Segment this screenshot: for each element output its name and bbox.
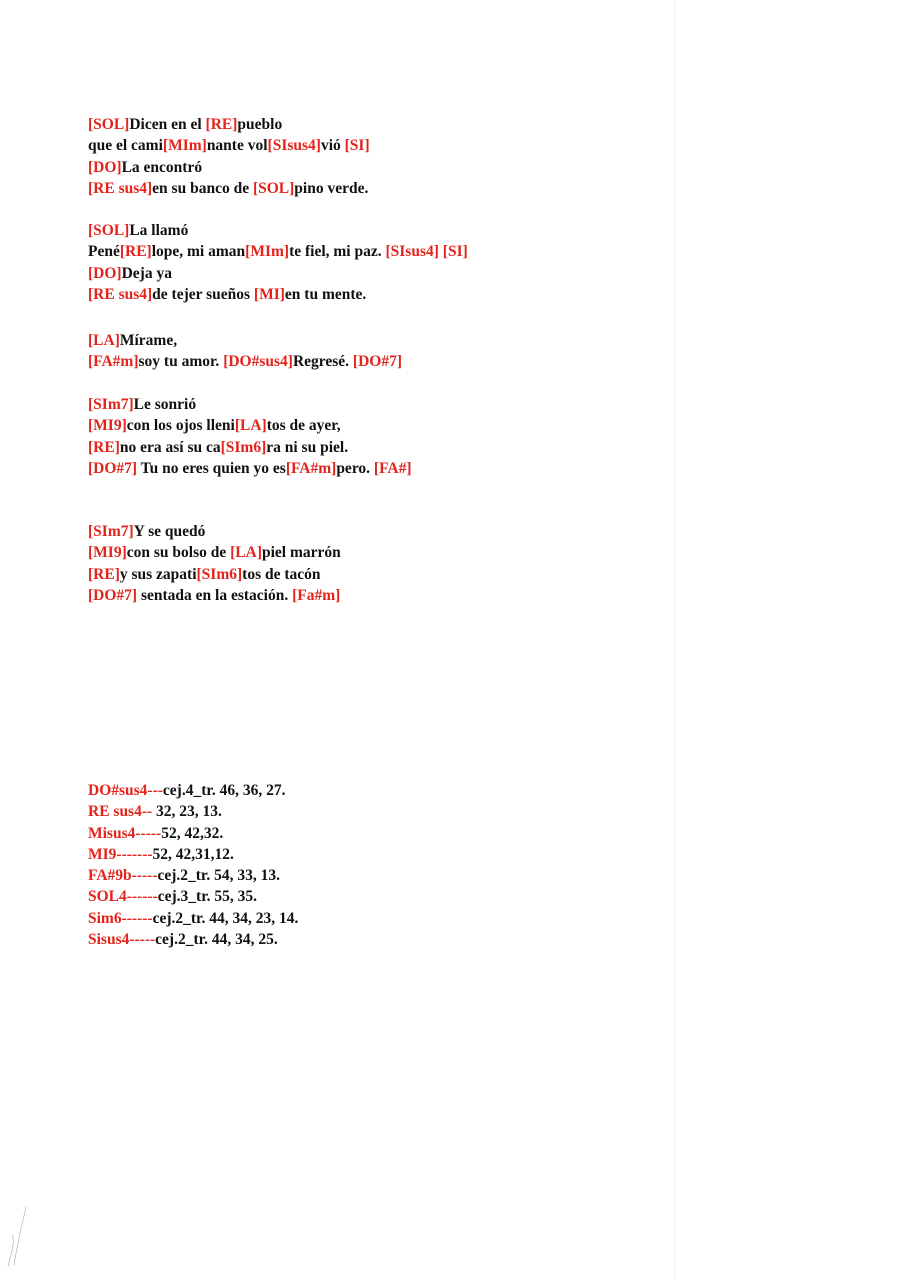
lyric-text: Regresé.: [292, 353, 353, 371]
chord-label: [SIsus4]: [267, 137, 321, 155]
chord-label: SOL4------: [88, 888, 158, 906]
stanza: [88, 114, 370, 199]
chord-label: [Fa#m]: [292, 586, 341, 604]
lyric-text: en su banco de: [152, 179, 253, 197]
chord-label: [SIsus4]: [385, 243, 439, 261]
lyric-text: Mírame,: [119, 332, 178, 349]
chord-fingering-row: [88, 780, 298, 801]
chord-label: [DO]: [88, 264, 122, 282]
chord-label: [MIm]: [245, 243, 290, 261]
lyric-text: 52, 42,32.: [161, 824, 224, 842]
lyric-line: [88, 114, 370, 135]
chord-label: [RE sus4]: [88, 179, 153, 197]
chord-label: [SIm7]: [88, 523, 134, 540]
chord-fingering-row: [88, 865, 298, 886]
chord-label: FA#9b-----: [88, 867, 158, 885]
lyric-line: [88, 542, 341, 563]
lyric-text: Pené: [88, 243, 120, 261]
chord-label: [SIm7]: [88, 396, 134, 413]
lyric-line: [88, 157, 370, 178]
lyric-text: sentada en la estación.: [137, 586, 293, 604]
chord-label: [RE]: [88, 438, 120, 456]
lyric-line: [88, 220, 468, 241]
chord-label: RE sus4--: [88, 803, 153, 821]
lyric-text: tos de tacón: [242, 565, 321, 583]
lyric-text: con su bolso de: [126, 544, 231, 562]
lyric-text: cej.3_tr. 55, 35.: [157, 888, 258, 906]
stanza: [88, 394, 412, 479]
lyric-text: tos de ayer,: [266, 417, 341, 435]
lyric-line: [88, 458, 412, 479]
chord-label: [RE]: [119, 243, 152, 261]
chord-label: [SOL]: [252, 179, 295, 197]
chord-label: [MI]: [253, 285, 285, 303]
lyric-line: [88, 585, 341, 606]
chord-label: [RE]: [88, 565, 120, 583]
lyric-line: [88, 415, 412, 436]
chord-label: [MIm]: [162, 137, 207, 155]
lyric-text: cej.2_tr. 44, 34, 23, 14.: [152, 909, 299, 927]
handwritten-mark: [4, 1205, 34, 1270]
lyric-text: Tu no eres quien yo es: [137, 459, 286, 477]
lyric-line: [88, 135, 370, 156]
lyric-text: La encontró: [121, 158, 203, 176]
stanza: [88, 330, 402, 373]
chord-label: [FA#]: [373, 459, 412, 477]
lyric-text: cej.4_tr. 46, 36, 27.: [162, 782, 286, 799]
chord-label: [SOL]: [88, 116, 130, 133]
chord-label: [FA#m]: [88, 353, 139, 371]
scan-edge-shadow: [674, 0, 675, 1280]
chord-label: [MI9]: [88, 417, 127, 435]
chord-label: [DO]: [88, 158, 122, 176]
chord-label: [RE sus4]: [88, 285, 153, 303]
lyric-text: que el cami: [88, 137, 163, 155]
lyric-text: te fiel, mi paz.: [289, 243, 386, 261]
chord-label: [SOL]: [88, 222, 130, 239]
lyric-text: en tu mente.: [284, 285, 367, 303]
chord-label: [LA]: [88, 332, 120, 349]
lyric-text: La llamó: [129, 222, 189, 239]
lyric-line: [88, 241, 468, 262]
lyric-text: Le sonrió: [133, 396, 197, 413]
lyric-text: ra ni su piel.: [266, 438, 349, 456]
lyric-text: pueblo: [237, 116, 283, 133]
stanza: [88, 220, 468, 305]
chord-label: [LA]: [234, 417, 267, 435]
chord-fingering-list: [88, 780, 298, 950]
lyric-text: lope, mi aman: [151, 243, 246, 261]
chord-fingering-row: [88, 908, 298, 929]
chord-label: [DO#7]: [88, 586, 138, 604]
lyric-text: no era así su ca: [119, 438, 221, 456]
lyric-text: cej.2_tr. 54, 33, 13.: [157, 867, 280, 885]
chord-label: [SI]: [442, 243, 468, 261]
lyric-text: de tejer sueños: [152, 285, 254, 303]
chord-fingering-row: [88, 929, 298, 950]
chord-label: DO#sus4---: [88, 782, 163, 799]
lyric-text: 32, 23, 13.: [152, 803, 222, 821]
chord-fingering-row: [88, 886, 298, 907]
chord-label: [DO#7]: [352, 353, 402, 371]
chord-label: [DO#sus4]: [223, 353, 293, 371]
lyric-text: cej.2_tr. 44, 34, 25.: [155, 931, 278, 949]
lyric-text: y sus zapati: [119, 565, 197, 583]
lyric-text: pero.: [336, 459, 374, 477]
lyric-text: pino verde.: [294, 179, 369, 197]
chord-fingering-row: [88, 801, 298, 822]
lyric-line: [88, 437, 412, 458]
stanza: [88, 521, 341, 606]
chord-label: [MI9]: [88, 544, 127, 562]
chord-label: [RE]: [205, 116, 238, 133]
lyric-text: piel marrón: [261, 544, 341, 562]
chord-label: [LA]: [230, 544, 262, 562]
lyric-text: Deja ya: [121, 264, 172, 282]
chord-fingering-row: [88, 844, 298, 865]
lyric-text: soy tu amor.: [138, 353, 224, 371]
lyric-line: [88, 284, 468, 305]
lyric-text: Y se quedó: [133, 523, 206, 540]
lyric-text: 52, 42,31,12.: [152, 845, 234, 863]
lyric-text: con los ojos lleni: [126, 417, 235, 435]
lyric-line: [88, 263, 468, 284]
lyric-line: [88, 564, 341, 585]
lyric-text: nante vol: [206, 137, 268, 155]
lyric-line: [88, 330, 402, 351]
lyric-text: Dicen en el: [129, 116, 206, 133]
chord-label: [SIm6]: [196, 565, 243, 583]
chord-label: [FA#m]: [285, 459, 337, 477]
lyric-line: [88, 394, 412, 415]
chord-label: [SIm6]: [220, 438, 267, 456]
chord-label: Misus4-----: [88, 824, 162, 842]
chord-label: [SI]: [344, 137, 370, 155]
lyric-line: [88, 178, 370, 199]
chord-label: MI9-------: [88, 845, 153, 863]
lyric-text: vió: [320, 137, 345, 155]
chord-fingering-row: [88, 823, 298, 844]
lyric-line: [88, 521, 341, 542]
chord-label: Sisus4-----: [88, 931, 156, 949]
lyric-line: [88, 351, 402, 372]
chord-label: [DO#7]: [88, 459, 138, 477]
chord-label: Sim6------: [88, 909, 153, 927]
